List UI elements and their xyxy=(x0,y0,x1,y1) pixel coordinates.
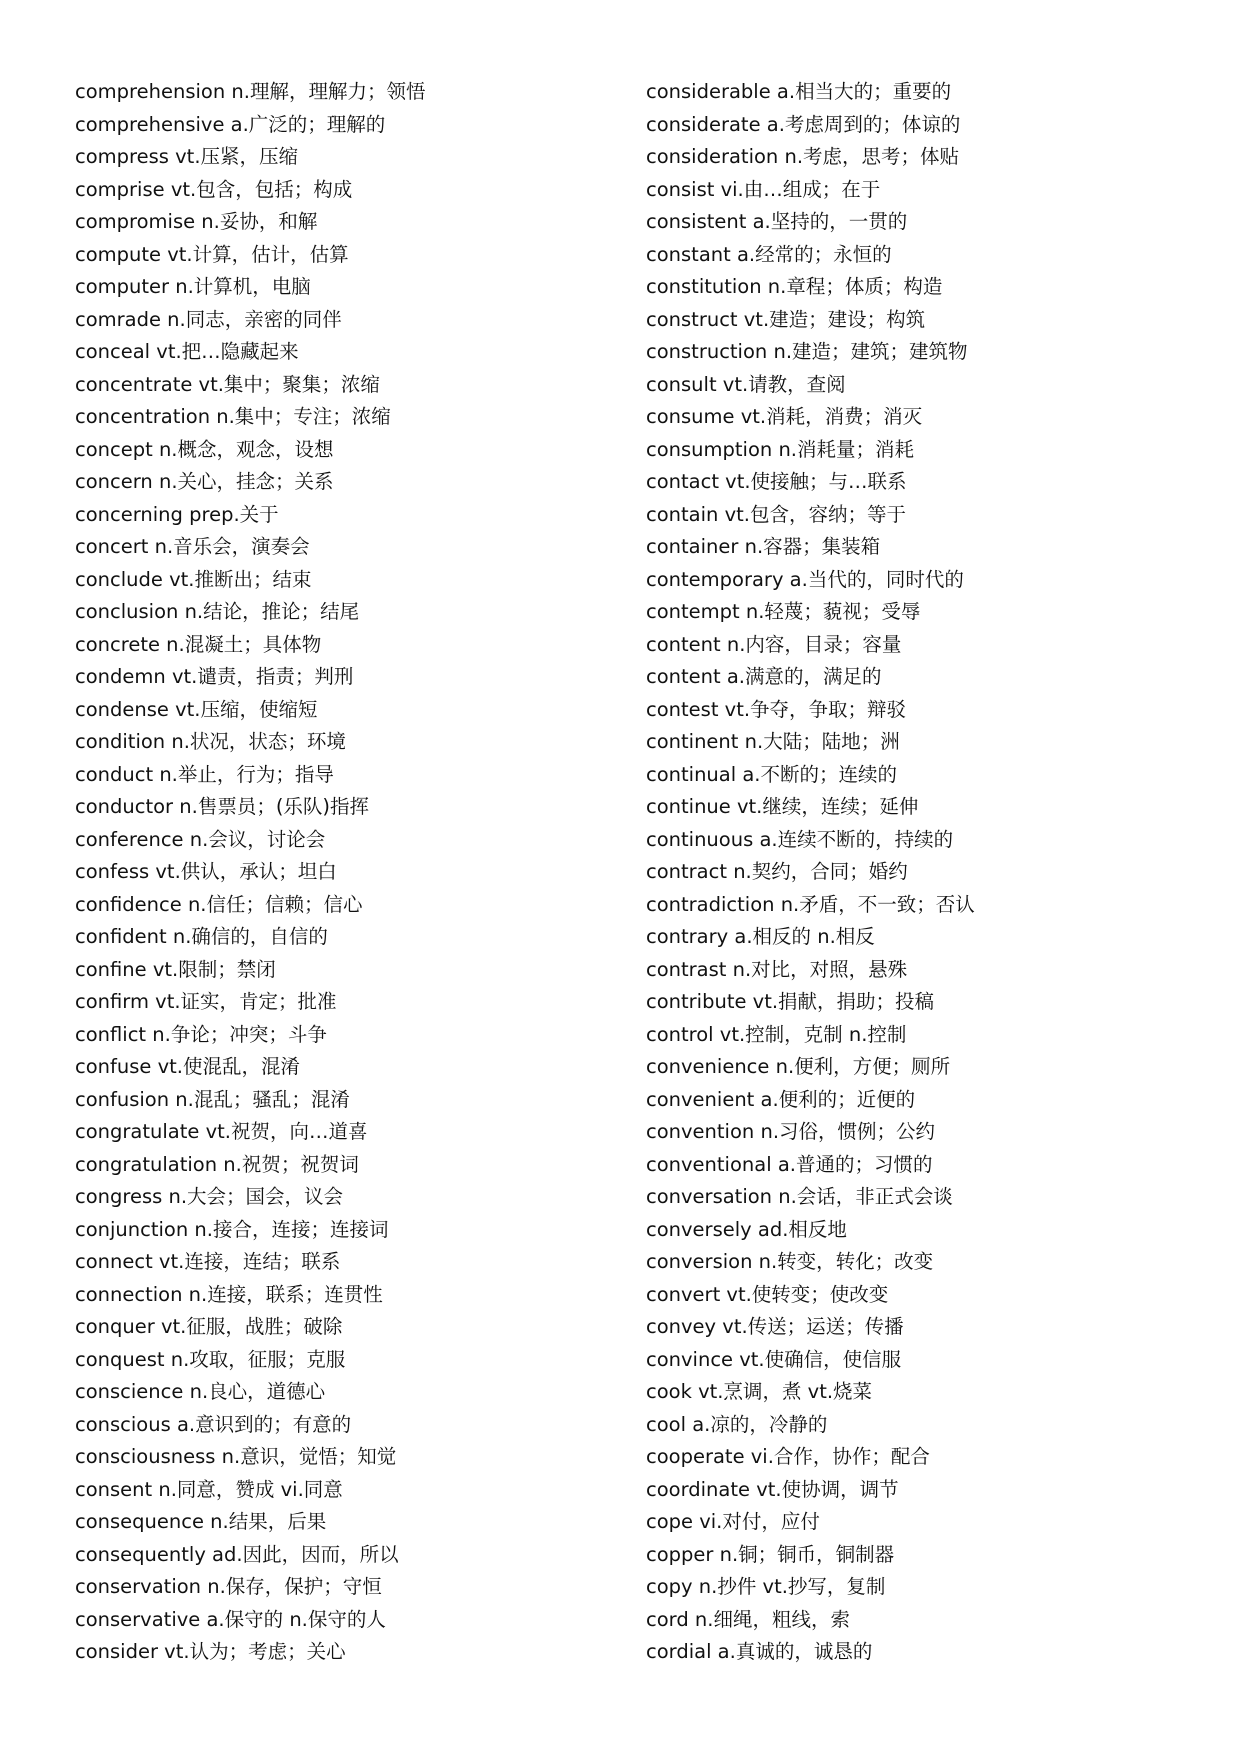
vocab-entry: conversion n.转变，转化；改变 xyxy=(646,1250,934,1273)
vocab-entry: cord n.细绳，粗线，索 xyxy=(646,1607,850,1631)
vocab-entry: condition n.状况，状态；环境 xyxy=(75,730,346,753)
vocab-entry: conceal vt.把…隐藏起来 xyxy=(75,340,299,363)
vocab-entry: consideration n.考虑，思考；体贴 xyxy=(646,145,960,168)
vocab-entry: comprise vt.包含，包括；构成 xyxy=(75,177,353,201)
vocab-entry: constant a.经常的；永恒的 xyxy=(646,242,892,266)
vocab-entry: contact vt.使接触；与…联系 xyxy=(646,470,907,493)
vocab-entry: conduct n.举止，行为；指导 xyxy=(75,762,334,786)
vocab-entry: comrade n.同志，亲密的同伴 xyxy=(75,307,342,331)
vocab-entry: compress vt.压紧，压缩 xyxy=(75,145,299,168)
vocab-entry: connection n.连接，联系；连贯性 xyxy=(75,1282,383,1306)
vocab-entry: conscious a.意识到的；有意的 xyxy=(75,1412,352,1436)
vocab-entry: contrary a.相反的 n.相反 xyxy=(646,925,875,948)
vocab-entry: convert vt.使转变；使改变 xyxy=(646,1282,889,1306)
vocab-entry: continuous a.连续不断的，持续的 xyxy=(646,827,954,851)
vocab-entry: consent n.同意，赞成 vi.同意 xyxy=(75,1477,343,1501)
vocab-entry: cooperate vi.合作，协作；配合 xyxy=(646,1445,930,1468)
vocab-entry: concrete n.混凝土；具体物 xyxy=(75,632,322,656)
vocab-entry: concept n.概念，观念，设想 xyxy=(75,437,334,461)
vocab-entry: copper n.铜；铜币，铜制器 xyxy=(646,1542,895,1566)
vocab-entry: conquest n.攻取，征服；克服 xyxy=(75,1347,346,1371)
vocab-entry: conjunction n.接合，连接；连接词 xyxy=(75,1217,389,1241)
vocab-entry: computer n.计算机，电脑 xyxy=(75,275,311,298)
vocab-entry: conclude vt.推断出；结束 xyxy=(75,567,312,591)
vocab-entry: conflict n.争论；冲突；斗争 xyxy=(75,1022,327,1046)
vocab-entry: concentrate vt.集中；聚集；浓缩 xyxy=(75,372,380,396)
vocab-entry: consume vt.消耗，消费；消灭 xyxy=(646,405,923,428)
vocab-entry: comprehensive a.广泛的；理解的 xyxy=(75,112,386,136)
vocab-entry: concentration n.集中；专注；浓缩 xyxy=(75,405,391,428)
vocab-entry: control vt.控制，克制 n.控制 xyxy=(646,1022,907,1046)
vocab-entry: contrast n.对比，对照，悬殊 xyxy=(646,957,908,981)
vocab-entry: compute vt.计算，估计，估算 xyxy=(75,242,349,266)
vocab-entry: contain vt.包含，容纳；等于 xyxy=(646,502,906,526)
vocab-entry: consist vi.由…组成；在于 xyxy=(646,177,881,201)
vocab-entry: contract n.契约，合同；婚约 xyxy=(646,860,908,883)
vocab-entry: conductor n.售票员；(乐队)指挥 xyxy=(75,795,370,818)
vocab-entry: conservative a.保守的 n.保守的人 xyxy=(75,1607,386,1631)
vocab-entry: consequence n.结果，后果 xyxy=(75,1510,327,1533)
vocab-entry: cope vi.对付，应付 xyxy=(646,1510,820,1533)
vocab-entry: condemn vt.谴责，指责；判刑 xyxy=(75,665,354,688)
vocab-entry: considerable a.相当大的；重要的 xyxy=(646,80,952,103)
vocab-entry: condense vt.压缩，使缩短 xyxy=(75,697,318,721)
vocab-entry: coordinate vt.使协调，调节 xyxy=(646,1477,899,1501)
vocab-entry: contempt n.轻蔑；藐视；受辱 xyxy=(646,600,921,623)
vocab-entry: convince vt.使确信，使信服 xyxy=(646,1347,902,1371)
vocab-entry: cook vt.烹调，煮 vt.烧菜 xyxy=(646,1380,873,1403)
vocab-entry: convey vt.传送；运送；传播 xyxy=(646,1315,904,1338)
vocab-entry: congress n.大会；国会，议会 xyxy=(75,1185,344,1208)
vocab-entry: convention n.习俗，惯例；公约 xyxy=(646,1120,936,1143)
vocab-entry: cordial a.真诚的，诚恳的 xyxy=(646,1640,873,1663)
vocab-entry: congratulate vt.祝贺，向…道喜 xyxy=(75,1120,368,1143)
vocab-entry: concert n.音乐会，演奏会 xyxy=(75,535,310,558)
vocab-entry: consequently ad.因此，因而，所以 xyxy=(75,1542,399,1566)
vocab-entry: confident n.确信的，自信的 xyxy=(75,925,328,948)
vocab-entry: consumption n.消耗量；消耗 xyxy=(646,437,915,461)
vocab-entry: conscience n.良心，道德心 xyxy=(75,1380,326,1403)
vocab-entry: consistent a.坚持的，一贯的 xyxy=(646,210,908,233)
vocab-entry: contradiction n.矛盾，不一致；否认 xyxy=(646,892,975,916)
vocab-entry: convenient a.便利的；近便的 xyxy=(646,1087,916,1111)
vocab-entry: conquer vt.征服，战胜；破除 xyxy=(75,1315,343,1338)
vocab-entry: confidence n.信任；信赖；信心 xyxy=(75,892,363,916)
vocab-entry: contest vt.争夺，争取；辩驳 xyxy=(646,697,907,721)
vocab-entry: congratulation n.祝贺；祝贺词 xyxy=(75,1152,359,1176)
vocab-entry: cool a.凉的，冷静的 xyxy=(646,1412,828,1436)
vocab-entry: consciousness n.意识，觉悟；知觉 xyxy=(75,1445,397,1468)
vocab-entry: contribute vt.捐献，捐助；投稿 xyxy=(646,990,935,1013)
vocab-entry: conference n.会议，讨论会 xyxy=(75,827,326,851)
vocab-entry: content a.满意的，满足的 xyxy=(646,665,882,688)
vocab-entry: conclusion n.结论，推论；结尾 xyxy=(75,600,360,623)
vocab-entry: confirm vt.证实，肯定；批准 xyxy=(75,990,337,1013)
vocab-entry: concern n.关心，挂念；关系 xyxy=(75,470,334,493)
vocab-entry: consider vt.认为；考虑；关心 xyxy=(75,1640,346,1663)
vocab-entry: content n.内容，目录；容量 xyxy=(646,632,902,656)
right-column xyxy=(646,76,1166,1669)
vocab-entry: conservation n.保存，保护；守恒 xyxy=(75,1575,382,1598)
vocab-entry: contemporary a.当代的，同时代的 xyxy=(646,567,964,591)
vocab-entry: confine vt.限制；禁闭 xyxy=(75,957,276,981)
vocab-entry: compromise n.妥协，和解 xyxy=(75,210,318,233)
vocab-entry: conversely ad.相反地 xyxy=(646,1217,847,1241)
vocab-entry: continue vt.继续，连续；延伸 xyxy=(646,795,919,818)
vocab-entry: confess vt.供认，承认；坦白 xyxy=(75,860,337,883)
vocab-entry: convenience n.便利，方便；厕所 xyxy=(646,1055,951,1078)
vocab-entry: construction n.建造；建筑；建筑物 xyxy=(646,340,968,363)
vocab-entry: conventional a.普通的；习惯的 xyxy=(646,1152,933,1176)
vocab-entry: connect vt.连接，连结；联系 xyxy=(75,1250,341,1273)
vocab-entry: confusion n.混乱；骚乱；混淆 xyxy=(75,1087,350,1111)
vocab-entry: construct vt.建造；建设；构筑 xyxy=(646,307,926,331)
left-column xyxy=(75,76,555,1669)
vocab-entry: considerate a.考虑周到的；体谅的 xyxy=(646,112,961,136)
vocab-entry: conversation n.会话，非正式会谈 xyxy=(646,1185,953,1208)
vocab-entry: concerning prep.关于 xyxy=(75,502,279,526)
vocab-entry: confuse vt.使混乱，混淆 xyxy=(75,1055,300,1078)
vocab-entry: consult vt.请教，查阅 xyxy=(646,372,846,396)
vocab-entry: continent n.大陆；陆地；洲 xyxy=(646,730,900,753)
vocab-entry: container n.容器；集装箱 xyxy=(646,535,881,558)
vocab-entry: continual a.不断的；连续的 xyxy=(646,762,898,786)
vocab-entry: copy n.抄件 vt.抄写，复制 xyxy=(646,1575,886,1598)
vocab-entry: comprehension n.理解，理解力；领悟 xyxy=(75,80,426,103)
vocab-entry: constitution n.章程；体质；构造 xyxy=(646,275,943,298)
